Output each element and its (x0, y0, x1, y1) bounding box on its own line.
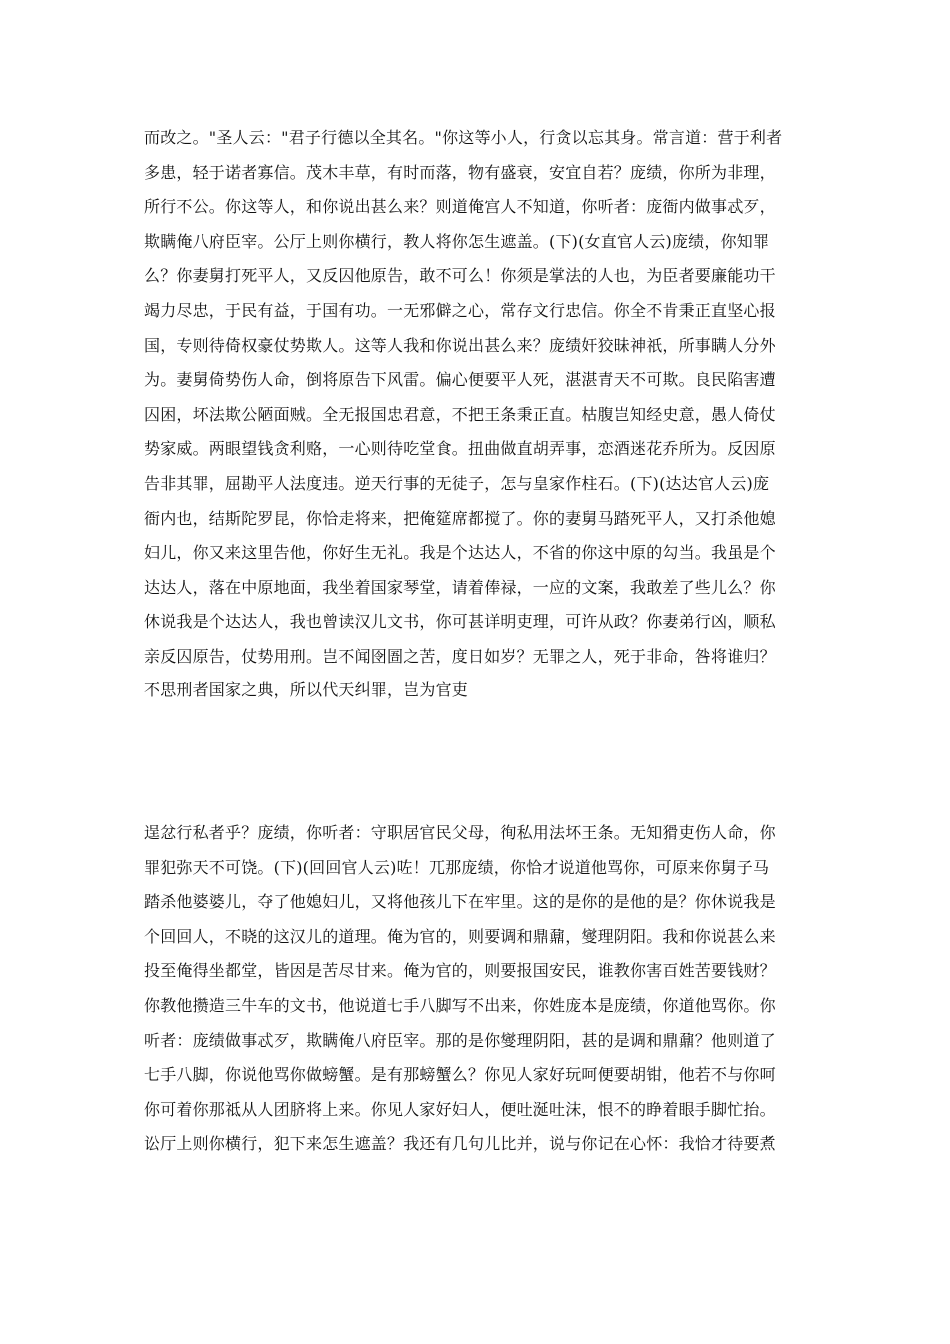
text-line: 个回回人，不晓的这汉儿的道理。俺为官的，则要调和鼎鼐，燮理阴阳。我和你说甚么来 (144, 926, 776, 946)
text-line: 听者：庞绩做事忒歹，欺瞒俺八府臣宰。那的是你燮理阴阳，甚的是调和鼎鼐？他则道了 (144, 1030, 776, 1050)
text-line: 所行不公。你这等人，和你说出甚么来？则道俺宫人不知道，你听者：庞衙内做事忒歹， (144, 197, 776, 217)
text-line: 逞忿行私者乎？庞绩，你听者：守职居官民父母，徇私用法坏王条。无知猾吏伤人命，你 (144, 823, 776, 842)
text-line: 国，专则待倚权豪仗势欺人。这等人我和你说出甚么来？庞绩奸狡昧神祇，所事瞒人分外 (144, 335, 776, 355)
text-line: 不思刑者国家之典，所以代天纠罪，岂为官吏 (144, 679, 469, 699)
text-line: 欺瞒俺八府臣宰。公厅上则你横行，教人将你怎生遮盖。(下)(女直官人云)庞绩，你知罪 (144, 231, 770, 251)
text-line: 告非其罪，屈勘平人法度违。逆天行事的无徒子，怎与皇家作柱石。(下)(达达官人云)庞 (144, 473, 770, 493)
text-line: 竭力尽忠，于民有益，于国有功。一无邪僻之心，常存文行忠信。你全不肯秉正直坚心报 (144, 300, 776, 320)
text-line: 投至俺得坐都堂，皆因是苦尽甘来。俺为官的，则要报国安民，谁教你害百姓苦要钱财？ (144, 961, 776, 981)
text-line: 囚困，坏法欺公陋面贼。全无报国忠君意，不把王条秉正直。枯腹岂知经史意，愚人倚仗 (144, 404, 776, 424)
text-line: 衙内也，结斯陀罗昆，你恰走将来，把俺筵席都搅了。你的妻舅马踏死平人，又打杀他媳 (144, 508, 776, 528)
text-line: 讼厅上则你横行，犯下来怎生遮盖？我还有几句儿比并，说与你记在心怀：我恰才待要煮 (144, 1134, 776, 1154)
text-line: 为。妻舅倚势伤人命，倒将原告下风雷。偏心便要平人死，湛湛青天不可欺。良民陷害遭 (144, 370, 776, 390)
text-line: 么？你妻舅打死平人，又反囚他原告，敢不可么！你须是掌法的人也，为臣者要廉能功干 (144, 266, 776, 286)
text-block-upper (144, 121, 812, 705)
text-line: 多患，轻于诺者寡信。茂木丰草，有时而落，物有盛衰，安宜自若？庞绩，你所为非理， (144, 162, 776, 182)
text-block-lower (144, 816, 812, 1162)
text-line: 而改之。"圣人云："君子行德以全其名。"你这等小人，行贪以忘其身。常言道：营于利者 (144, 128, 783, 147)
text-line: 踏杀他婆婆儿，夺了他媳妇儿，又将他孩儿下在牢里。这的是你的是他的是？你休说我是 (144, 892, 776, 912)
text-line: 休说我是个达达人，我也曾读汉儿文书，你可甚详明吏理，可许从政？你妻弟行凶，顺私 (144, 612, 776, 632)
text-line: 罪犯弥天不可饶。(下)(回回官人云)咗！兀那庞绩，你恰才说道他骂你，可原来你舅子马 (144, 857, 770, 877)
text-line: 达达人，落在中原地面，我坐着国家琴堂，请着俸禄，一应的文案，我敢差了些儿么？你 (144, 577, 776, 597)
text-line: 妇儿，你又来这里告他，你好生无礼。我是个达达人，不省的你这中原的勾当。我虽是个 (144, 543, 776, 563)
text-line: 七手八脚，你说他骂你做螃蟹。是有那螃蟹么？你见人家好玩呵便要胡钳，他若不与你呵 (144, 1065, 776, 1085)
text-line: 你教他攒造三牛车的文书，他说道七手八脚写不出来，你姓庞本是庞绩，你道他骂你。你 (144, 995, 776, 1015)
text-line: 亲反囚原告，仗势用刑。岂不闻囹圄之苦，度日如岁？无罪之人，死于非命，咎将谁归？ (144, 646, 776, 666)
text-line: 你可着你那祗从人团脐将上来。你见人家好妇人，便吐涎吐沫，恨不的睁着眼手脚忙抬。 (144, 1099, 776, 1119)
text-line: 势家威。两眼望钱贪利赂，一心则待吃堂食。扭曲做直胡弄事，恋酒迷花乔所为。反因原 (144, 439, 776, 459)
